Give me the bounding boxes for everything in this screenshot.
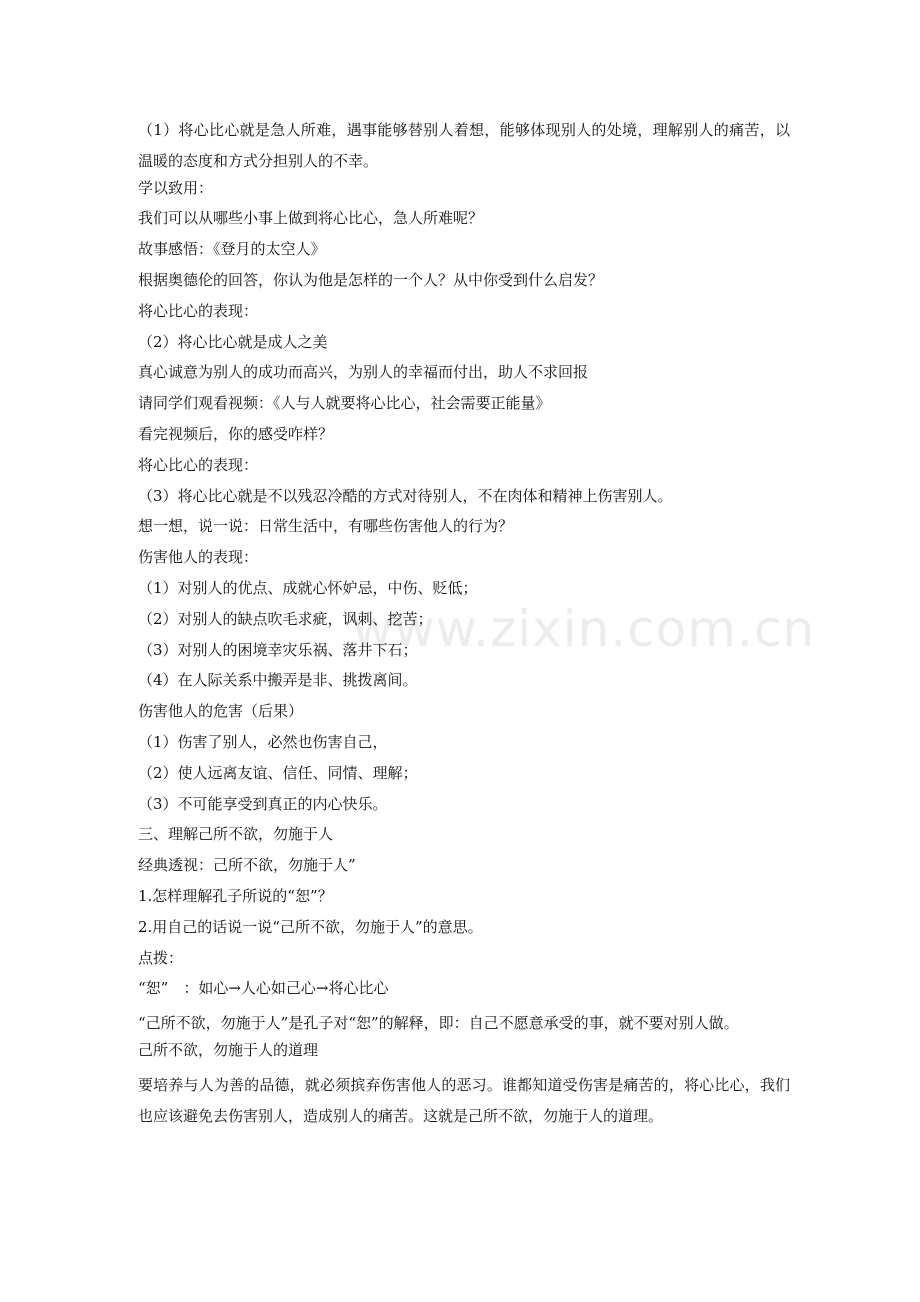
list-item-harm-4: （4）在人际关系中搬弄是非、挑拨离间。 (138, 671, 418, 690)
paragraph-video-feeling: 看完视频后，你的感受咋样？ (138, 424, 334, 443)
document-body (138, 115, 790, 1131)
paragraph-harm-heading: 伤害他人的表现： (138, 548, 259, 567)
paragraph-question-small-things: 我们可以从哪些小事上做到将心比心，急人所难呢？ (138, 209, 484, 228)
paragraph-empathy-1: （1）将心比心就是急人所难，遇事能够替别人着想，能够体现别人的处境，理解别人的痛苦，以温暖的态度和方式分担别人的不幸。 (138, 121, 790, 170)
paragraph-classic: 经典透视：己所不欲，勿施于人” (138, 856, 356, 875)
paragraph-principle-heading: 己所不欲，勿施于人的道理 (138, 1040, 319, 1059)
paragraph-manifestation-heading-1: 将心比心的表现： (138, 301, 259, 320)
paragraph-manifestation-heading-2: 将心比心的表现： (138, 455, 259, 474)
paragraph-consequence-heading: 伤害他人的危害（后果） (138, 702, 304, 721)
list-item-harm-1: （1）对别人的优点、成就心怀妒忌，中伤、贬低； (138, 578, 478, 597)
paragraph-video: 请同学们观看视频：《人与人就要将心比心，社会需要正能量》 (138, 394, 551, 413)
list-item-harm-3: （3）对别人的困境幸灾乐祸、落井下石； (138, 640, 418, 659)
list-item-consequence-1: （1）伤害了别人，必然也伤害自己， (138, 732, 388, 751)
question-1: 1.怎样理解孔子所说的“恕”？ (138, 886, 333, 905)
paragraph-question-aldrin: 根据奥德伦的回答，你认为他是怎样的一个人？从中你受到什么启发？ (138, 270, 604, 289)
paragraph-sincere: 真心诚意为别人的成功而高兴，为别人的幸福而付出，助人不求回报 (138, 363, 589, 382)
paragraph-think-discuss: 想一想，说一说：日常生活中，有哪些伤害他人的行为？ (138, 517, 514, 536)
list-item-harm-2: （2）对别人的缺点吹毛求疵，讽刺、挖苦； (138, 609, 433, 628)
paragraph-story: 故事感悟：《登月的太空人》 (138, 240, 326, 259)
paragraph-apply-heading: 学以致用： (138, 178, 214, 197)
watermark: www.zixin.com.cn (352, 600, 816, 658)
paragraph-empathy-3: （3）将心比心就是不以残忍冷酷的方式对待别人，不在肉体和精神上伤害别人。 (138, 486, 673, 505)
list-item-consequence-3: （3）不可能享受到真正的内心快乐。 (138, 794, 388, 813)
paragraph-principle: 要培养与人为善的品德，就必须摈弃伤害他人的恶习。谁都知道受伤害是痛苦的，将心比心，我们也应该避免去伤害别人，造成别人的痛苦。这就是己所不欲，勿施于人的道理。 (138, 1075, 790, 1125)
section-heading-3: 三、理解己所不欲，勿施于人 (138, 825, 334, 844)
paragraph-hint-heading: 点拨： (138, 948, 184, 967)
paragraph-empathy-2: （2）将心比心就是成人之美 (138, 332, 328, 351)
paragraph-shu-explanation: “己所不欲，勿施于人”是孔子对“恕”的解释，即：自己不愿意承受的事，就不要对别人做。 (138, 1014, 739, 1033)
paragraph-shu-definition: “恕” ：如心→人心如己心→将心比心 (138, 979, 389, 998)
list-item-consequence-2: （2）使人远离友谊、信任、同情、理解； (138, 763, 418, 782)
question-2: 2.用自己的话说一说“己所不欲，勿施于人”的意思。 (138, 917, 483, 936)
